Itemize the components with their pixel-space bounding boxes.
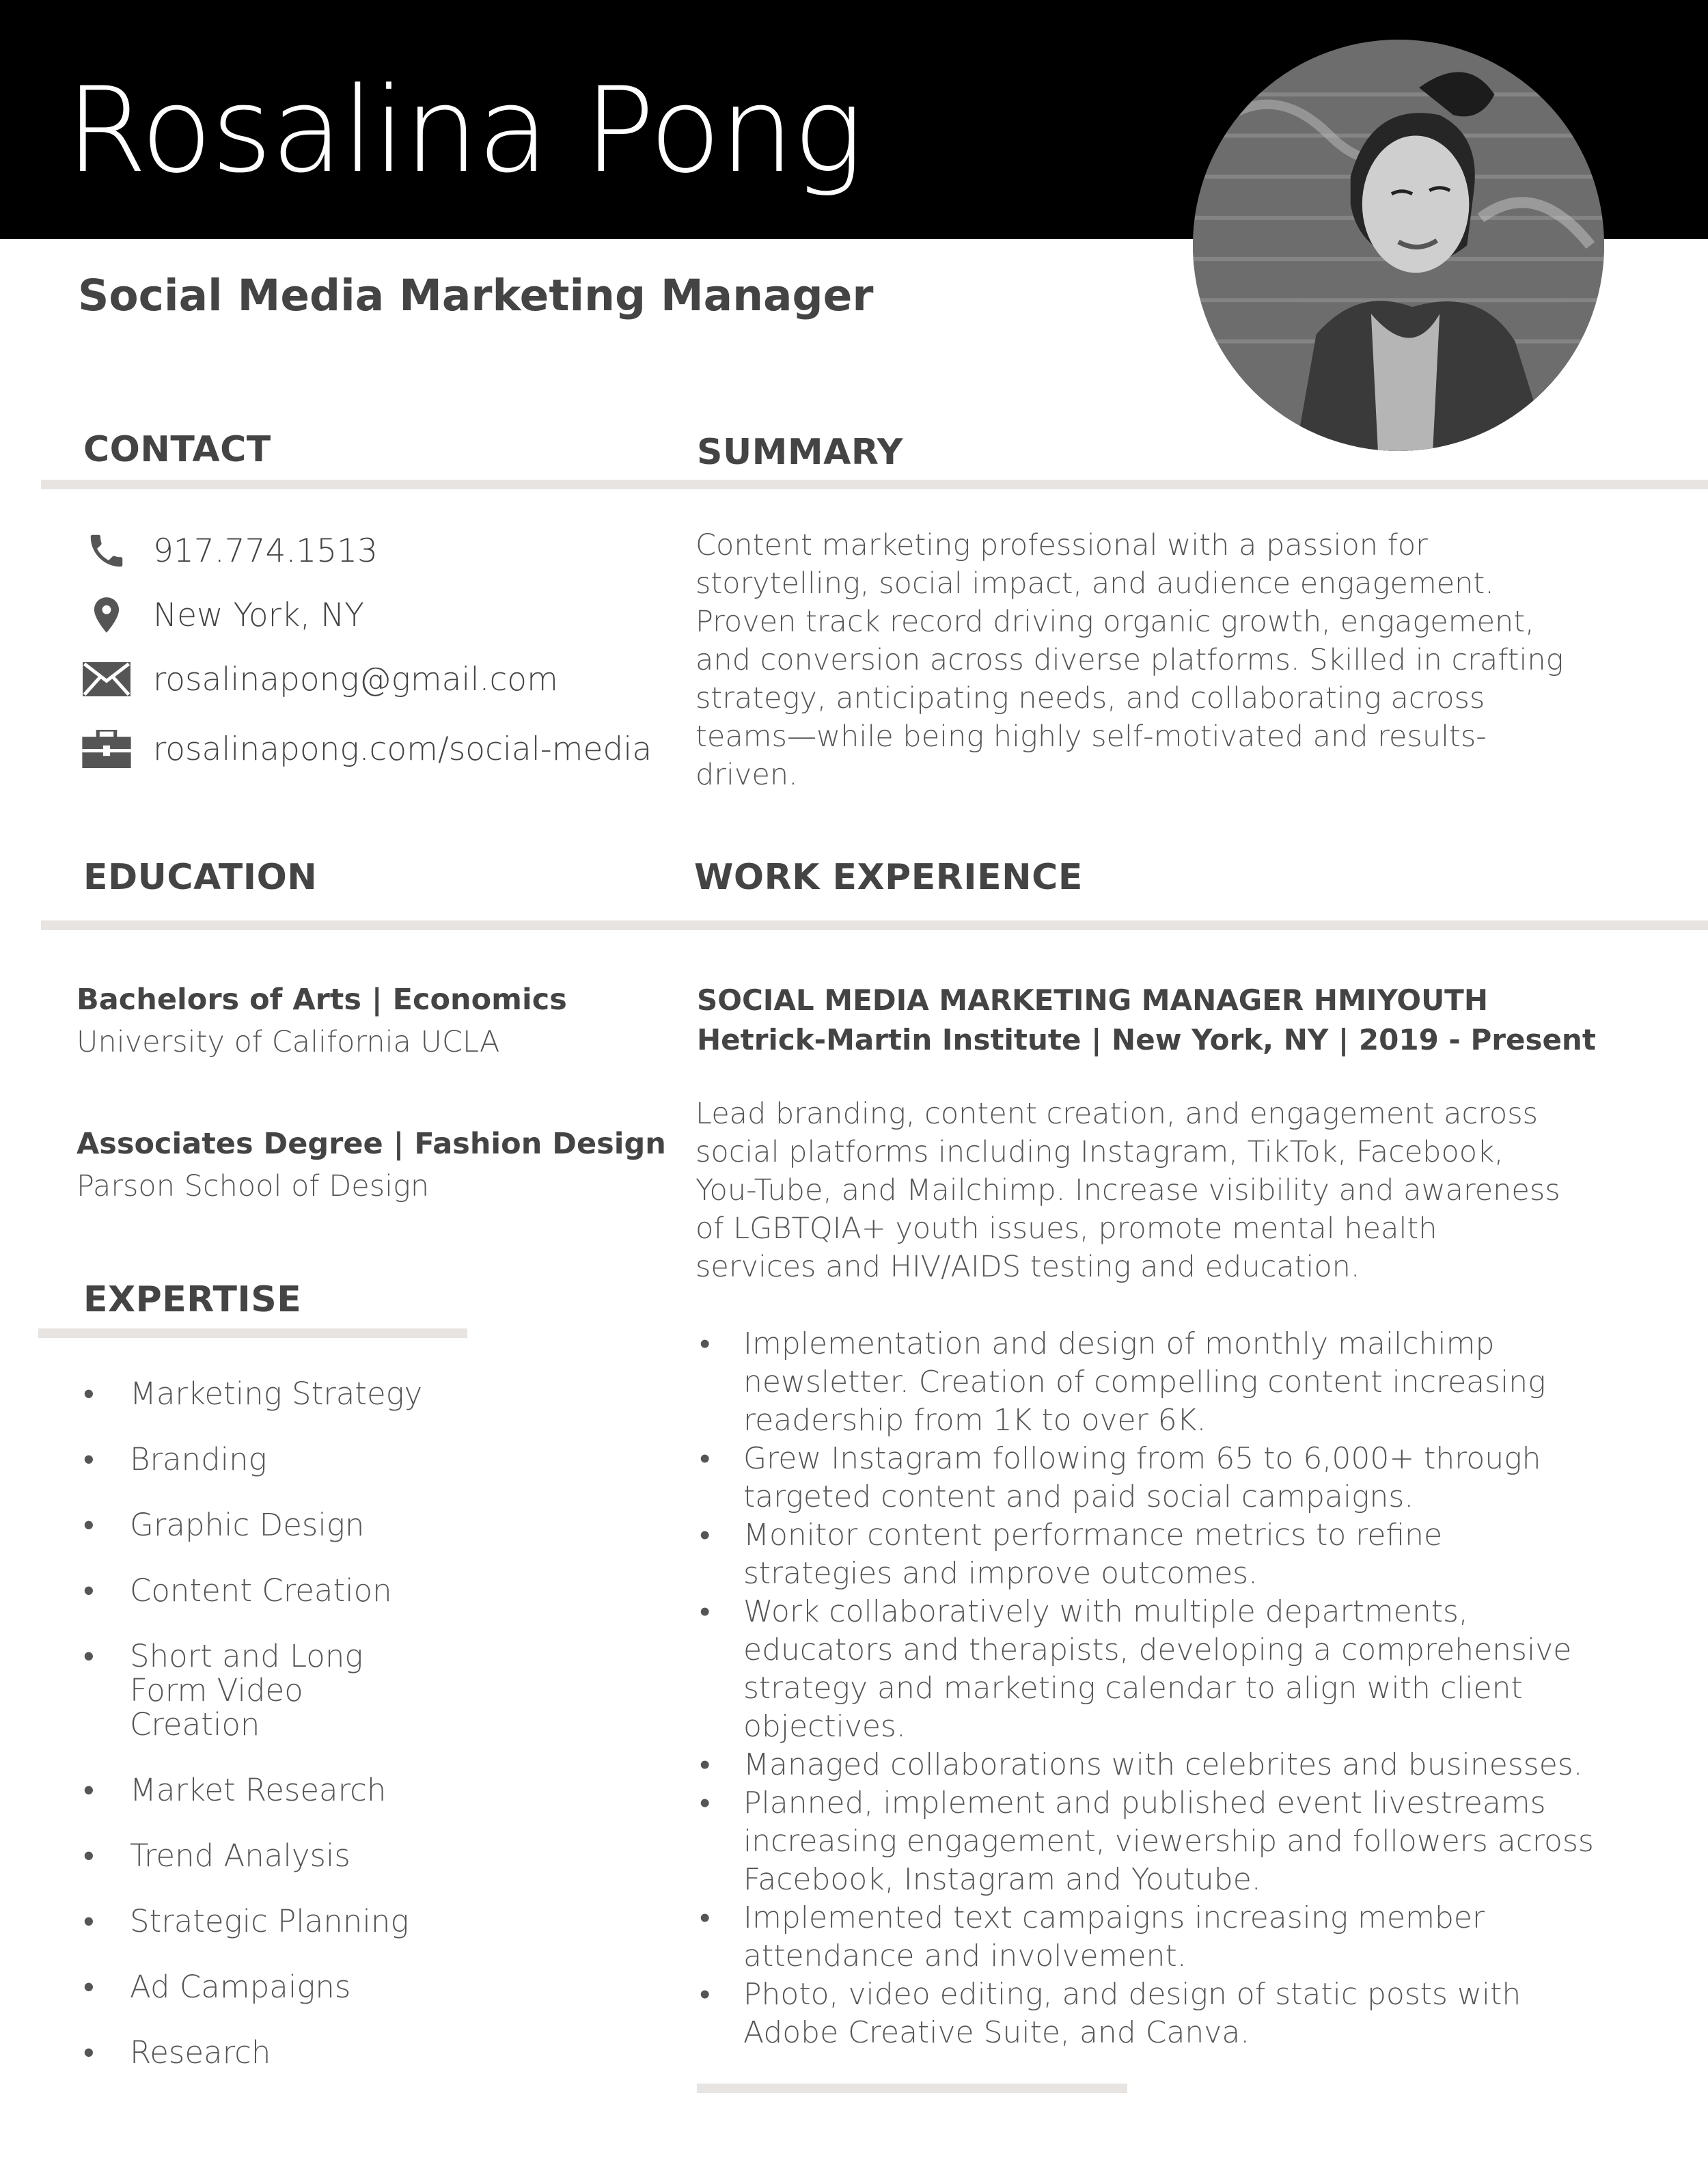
education-item (77, 979, 567, 1063)
list-item: • Market Research (77, 1773, 486, 1807)
list-item: • Implemented text campaigns increasing member attendance and involvement. (697, 1899, 1599, 1976)
job-achievements (697, 1325, 1599, 2052)
education-heading: EDUCATION (83, 857, 318, 898)
list-item: • Managed collaborations with celebrites and businesses. (697, 1746, 1599, 1784)
contact-location (82, 590, 364, 640)
list-item: • Marketing Strategy (77, 1377, 486, 1411)
list-item: • Implementation and design of monthly mailchimp newsletter. Creation of compelling content increasing readership from 1K to over 6K. (697, 1325, 1599, 1440)
list-item: • Research (77, 2036, 486, 2070)
location-text: New York, NY (153, 596, 364, 634)
list-item: • Monitor content performance metrics to refine strategies and improve outcomes. (697, 1516, 1599, 1593)
contact-email (82, 655, 558, 704)
summary-text: Content marketing professional with a passion for storytelling, social impact, and audience engagement. Proven track record driving organic growth, engagement, and conversion across diverse platforms. Skilled in crafting strategy, anticipating needs, and collaborating across teams—while being highly self-motivated and results-driven. (695, 528, 1564, 792)
list-item: • Planned, implement and published event livestreams increasing engagement, viewership and followers across Facebook, Instagram and Youtube. (697, 1784, 1599, 1899)
contact-summary-divider (41, 480, 1708, 489)
school: Parson School of Design (77, 1169, 430, 1203)
phone-icon (82, 526, 131, 575)
list-item: • Short and Long Form Video Creation (77, 1639, 486, 1742)
list-item: • Ad Campaigns (77, 1970, 486, 2004)
contact-heading: CONTACT (83, 429, 271, 470)
profile-photo (1193, 40, 1604, 451)
list-item: • Work collaboratively with multiple departments, educators and therapists, developing a comprehensive strategy and marketing calendar to align with client objectives. (697, 1593, 1599, 1746)
expertise-divider (38, 1328, 467, 1338)
education-item (77, 1123, 666, 1207)
list-item: • Content Creation (77, 1574, 486, 1608)
contact-website (82, 724, 652, 774)
job-organization: Hetrick-Martin Institute | New York, NY | 2019 - Present (697, 1023, 1596, 1056)
list-item: • Graphic Design (77, 1508, 486, 1542)
briefcase-icon (82, 724, 131, 774)
school: University of California UCLA (77, 1025, 500, 1059)
job-role: SOCIAL MEDIA MARKETING MANAGER HMIYOUTH (697, 983, 1488, 1017)
candidate-name: Rosalina Pong (66, 62, 862, 199)
list-item: • Grew Instagram following from 65 to 6,000+ through targeted content and paid social campaigns. (697, 1440, 1599, 1516)
expertise-heading: EXPERTISE (83, 1279, 302, 1320)
phone-number: 917.774.1513 (153, 532, 378, 570)
list-item: • Photo, video editing, and design of static posts with Adobe Creative Suite, and Canva. (697, 1976, 1599, 2052)
email-text[interactable]: rosalinapong@gmail.com (153, 660, 558, 698)
envelope-icon (82, 655, 131, 704)
work-experience-heading: WORK EXPERIENCE (694, 857, 1083, 898)
job-title: Social Media Marketing Manager (78, 271, 874, 320)
degree: Bachelors of Arts | Economics (77, 983, 567, 1017)
education-work-divider (41, 920, 1708, 930)
job-description: Lead branding, content creation, and engagement across social platforms including Instagram, TikTok, Facebook, You-Tube, and Mailchimp. Increase visibility and awareness of LGBTQIA+ youth issues, promote mental health services and HIV/AIDS testing and education. (695, 1097, 1560, 1284)
list-item: • Strategic Planning (77, 1904, 486, 1939)
summary-heading: SUMMARY (697, 432, 903, 473)
list-item: • Trend Analysis (77, 1839, 486, 1873)
footer-divider (697, 2084, 1127, 2093)
location-pin-icon (82, 590, 131, 640)
list-item: • Branding (77, 1443, 486, 1477)
job-header (697, 981, 1596, 1060)
portrait-illustration (1193, 40, 1604, 451)
expertise-list (77, 1377, 486, 2101)
website-text[interactable]: rosalinapong.com/social-media (153, 730, 652, 768)
contact-phone (82, 526, 378, 575)
degree: Associates Degree | Fashion Design (77, 1127, 666, 1161)
